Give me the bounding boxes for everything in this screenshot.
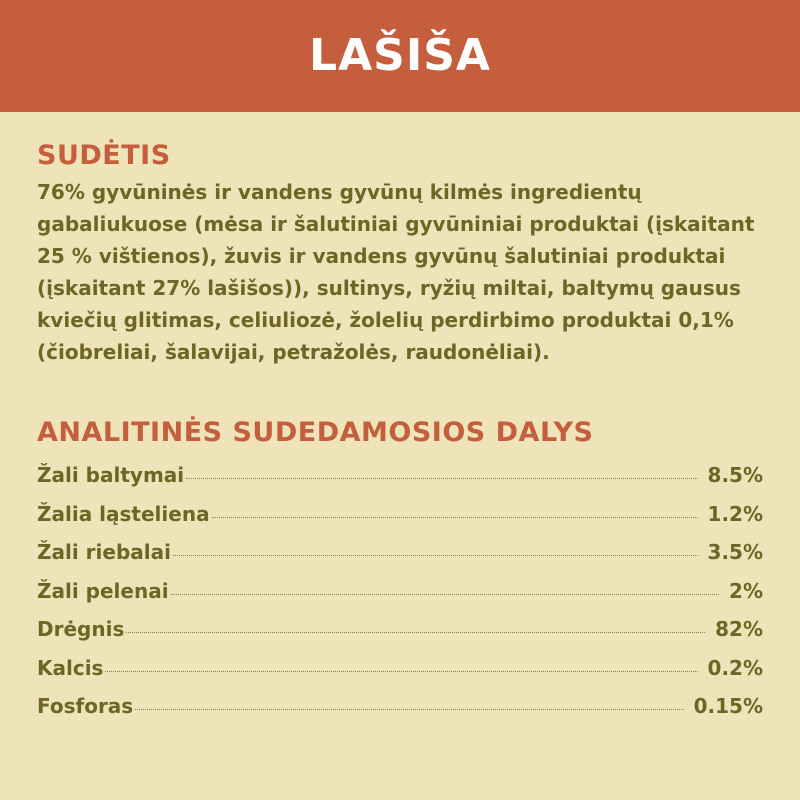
- row-value: 3.5%: [707, 540, 763, 564]
- row-label: Kalcis: [37, 655, 104, 680]
- analytical-row-phosphorus: [37, 687, 763, 726]
- dotted-leader: [135, 709, 683, 710]
- row-value: 82%: [715, 617, 763, 641]
- dotted-leader: [186, 478, 697, 479]
- analytical-row-fat: [37, 533, 763, 572]
- row-value: 1.2%: [707, 501, 763, 526]
- analytical-row-moisture: [37, 610, 763, 649]
- dotted-leader: [173, 555, 698, 556]
- dotted-leader: [212, 517, 698, 518]
- row-label: Fosforas: [37, 694, 134, 718]
- main-content: [0, 112, 800, 726]
- row-label: Drėgnis: [37, 617, 125, 641]
- row-label: Žali baltymai: [37, 463, 185, 487]
- page-title: LAŠIŠA: [309, 29, 491, 81]
- row-value: 0.15%: [693, 694, 763, 718]
- analytical-title: ANALITINĖS SUDEDAMOSIOS DALYS: [37, 417, 594, 448]
- row-value: 2%: [729, 578, 763, 603]
- analytical-list: [37, 456, 763, 726]
- composition-text: 76% gyvūninės ir vandens gyvūnų kilmės ingredientų gabaliukuose (mėsa ir šalutiniai gyvūniniai produktai (įskaitant 25 % vištienos), žuvis ir vandens gyvūnų šalutiniai produktai (įskaitant 27% lašišos)), sultinys, ryžių miltai, baltymų gausus kviečių glitimas, celiuliozė, žolelių perdirbimo produktai 0,1% (čiobreliai, šalavijai, petražolės, raudonėliai).: [37, 180, 755, 364]
- row-label: Žalia ląsteliena: [37, 501, 210, 526]
- analytical-row-protein: [37, 456, 763, 495]
- row-label: Žali pelenai: [37, 578, 169, 603]
- analytical-row-fibre: [37, 495, 763, 534]
- dotted-leader: [126, 632, 705, 633]
- row-value: 0.2%: [707, 655, 763, 680]
- dotted-leader: [171, 594, 719, 595]
- header-bar: [0, 0, 800, 112]
- row-value: 8.5%: [707, 463, 763, 487]
- analytical-row-calcium: [37, 649, 763, 688]
- row-label: Žali riebalai: [37, 540, 171, 564]
- composition-title: SUDĖTIS: [37, 140, 171, 171]
- analytical-row-ash: [37, 572, 763, 611]
- dotted-leader: [105, 671, 697, 672]
